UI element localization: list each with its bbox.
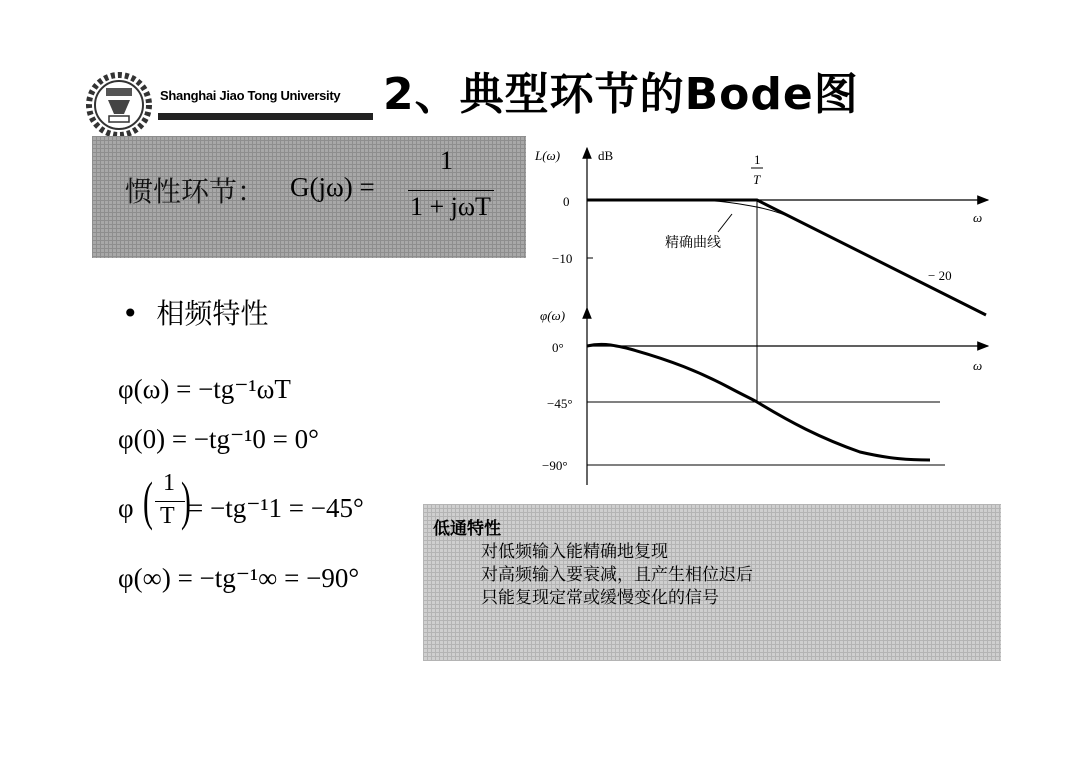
mag-exact-curve xyxy=(680,200,820,232)
lowpass-title: 低通特性 xyxy=(433,519,501,539)
university-name: Shanghai Jiao Tong University xyxy=(160,88,341,103)
phase-xlabel: ω xyxy=(973,358,983,373)
corner-label-den: T xyxy=(753,172,761,187)
equation-phase-corner-left-paren: ( xyxy=(143,471,153,531)
lowpass-line-3: 只能复现定常或缓慢变化的信号 xyxy=(481,588,719,608)
phase-tick-0: 0° xyxy=(552,340,564,355)
phase-tick-90: −90° xyxy=(542,458,568,473)
mag-tick-0: 0 xyxy=(563,194,570,209)
lowpass-line-1: 对低频输入能精确地复现 xyxy=(481,542,668,562)
transfer-function-numerator: 1 xyxy=(440,146,453,175)
lowpass-line-2: 对高频输入要衰减，且产生相位迟后 xyxy=(481,565,753,585)
transfer-function-lhs: G(jω) = xyxy=(290,172,375,202)
mag-ylabel: L(ω) xyxy=(535,148,561,163)
equation-phase-zero: φ(0) = −tg⁻¹0 = 0° xyxy=(118,424,319,454)
bullet-text: 相频特性 xyxy=(156,297,269,330)
bullet-mark: • xyxy=(122,297,139,330)
equation-phase-corner-right-paren: ) xyxy=(181,471,191,531)
corner-label-num: 1 xyxy=(754,152,761,167)
slide-title: 2、典型环节的Bode图 xyxy=(383,69,859,120)
sjtu-logo xyxy=(84,70,154,140)
equation-phase-corner-prefix: φ xyxy=(118,493,134,523)
annotation-pointer xyxy=(718,214,732,232)
bode-plot xyxy=(530,140,1000,500)
mag-yunit: dB xyxy=(598,148,614,163)
equation-phase-general: φ(ω) = −tg⁻¹ωT xyxy=(118,374,291,404)
equation-phase-corner-denominator: T xyxy=(160,503,175,529)
exact-curve-label: 精确曲线 xyxy=(665,235,721,251)
mag-asymptote-line xyxy=(587,200,986,315)
equation-phase-infinity: φ(∞) = −tg⁻¹∞ = −90° xyxy=(118,563,360,593)
equation-phase-corner-suffix: = −tg⁻¹1 = −45° xyxy=(188,493,364,523)
slope-label: − 20 xyxy=(928,268,952,283)
bullet-phase-characteristic xyxy=(122,292,268,332)
header-rule xyxy=(158,113,373,120)
phase-tick-45: −45° xyxy=(547,396,573,411)
mag-tick-minus10: −10 xyxy=(552,251,573,266)
mag-xlabel: ω xyxy=(973,210,983,225)
transfer-function-label: 惯性环节： xyxy=(125,175,266,208)
phase-ylabel: φ(ω) xyxy=(540,308,566,323)
equation-phase-corner-numerator: 1 xyxy=(163,470,175,496)
transfer-function-denominator: 1 + jωT xyxy=(410,192,491,221)
transfer-function-fraction-line xyxy=(408,190,494,191)
